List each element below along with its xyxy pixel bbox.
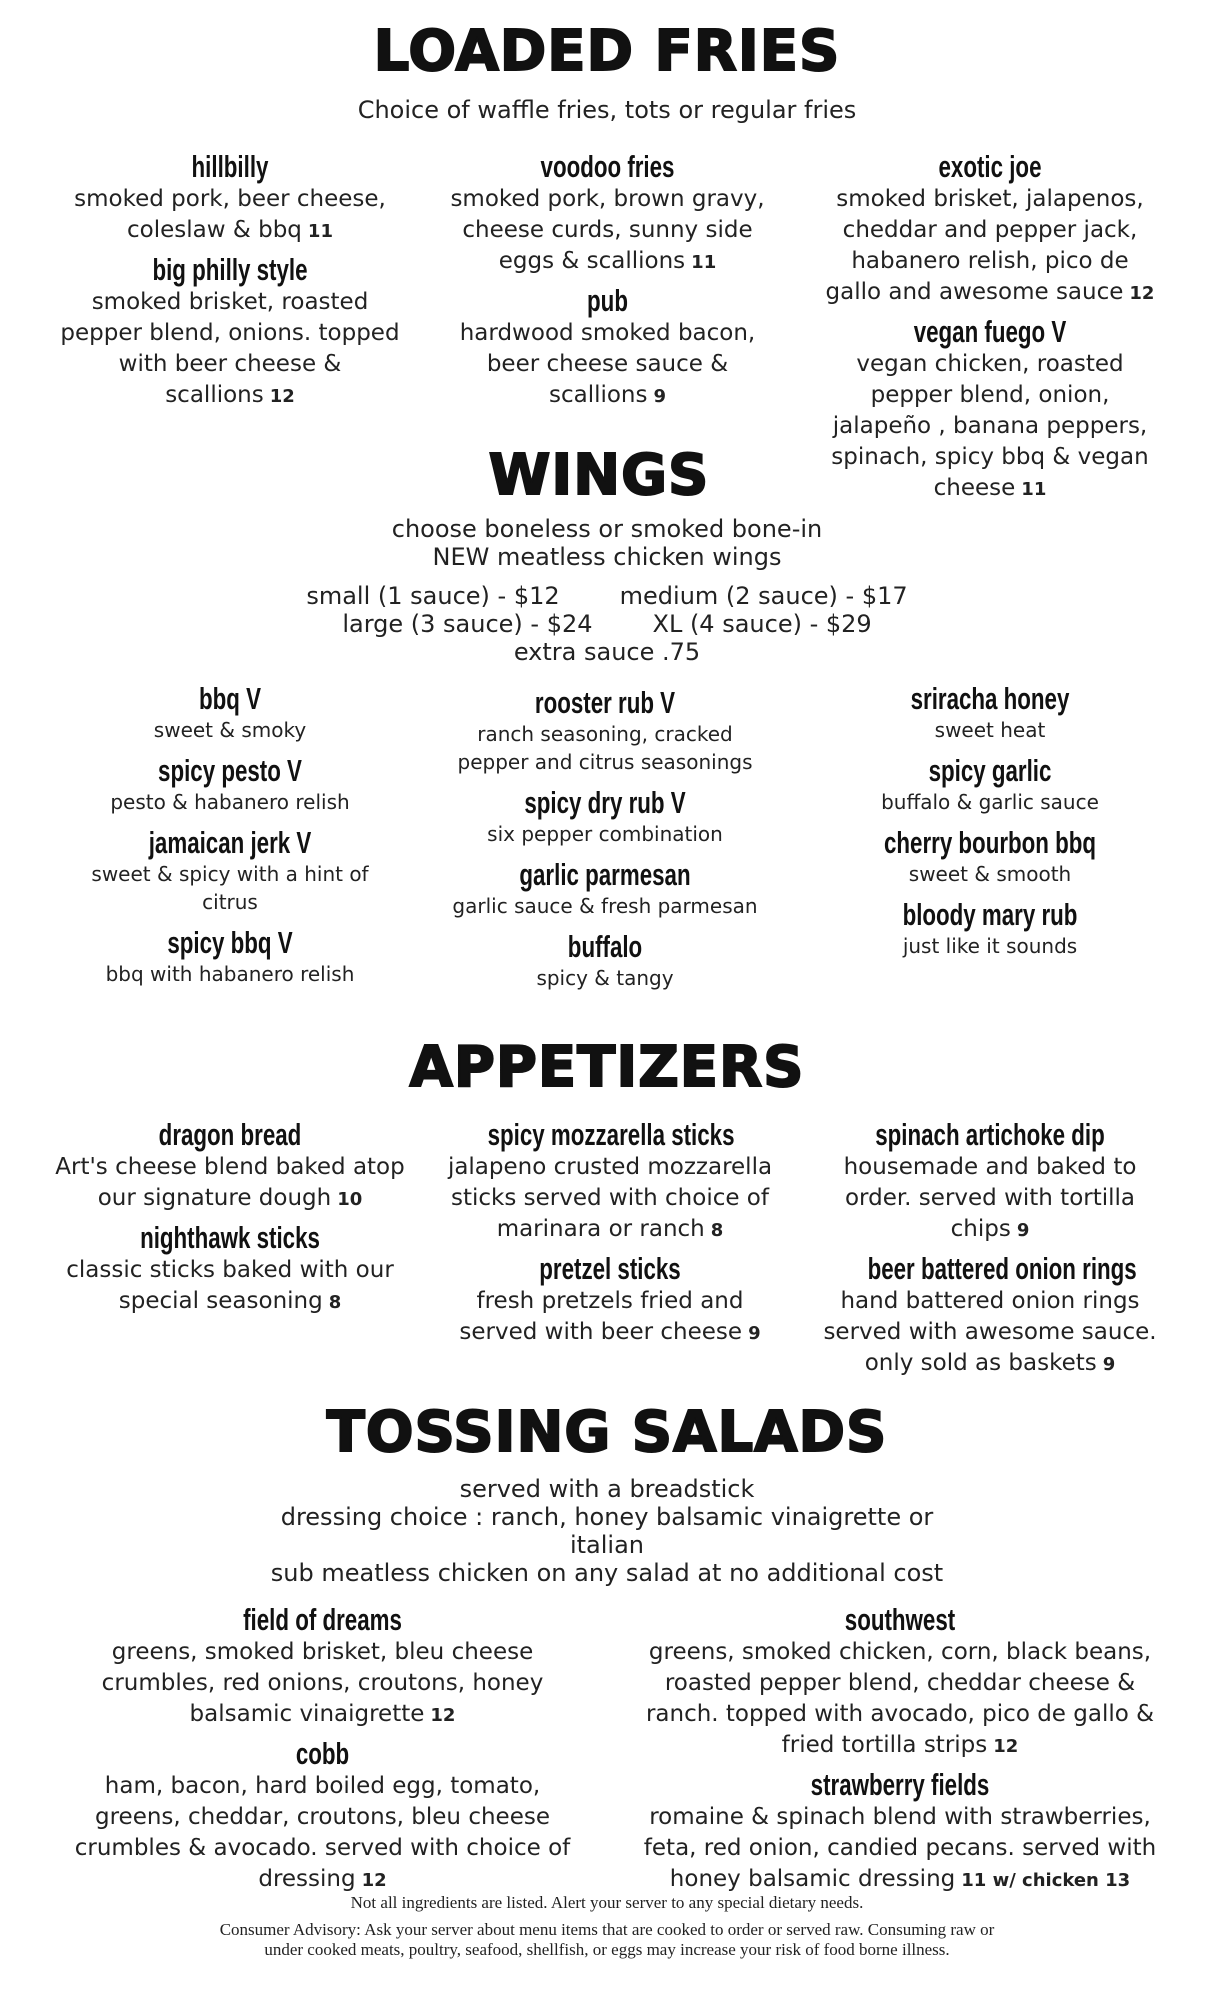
item-name: dragon bread	[158, 1117, 302, 1152]
salads-line-2: dressing choice : ranch, honey balsamic vinaigrette or	[280, 1503, 934, 1531]
menu-item	[55, 150, 405, 247]
item-desc: greens, smoked chicken, corn, black beans, roasted pepper blend, cheddar cheese & ranch. topped with avocado, pico de gallo & fried tortilla strips	[645, 1639, 1155, 1758]
sauce-item	[830, 898, 1150, 960]
salads-line-1: served with a breadstick	[459, 1475, 755, 1503]
sauce-desc: sweet & spicy with a hint of citrus	[91, 862, 369, 914]
item-name: pretzel sticks	[539, 1251, 681, 1286]
sauce-item	[70, 926, 390, 988]
sauce-name: buffalo	[567, 929, 643, 964]
item-name: exotic joe	[938, 149, 1042, 184]
item-price: 9	[1016, 1220, 1030, 1241]
loaded-fries-col-1	[55, 150, 405, 418]
sauce-desc: just like it sounds	[902, 934, 1078, 958]
item-desc: hand battered onion rings served with awesome sauce. only sold as baskets	[823, 1288, 1157, 1376]
sauce-name: cherry bourbon bbq	[883, 825, 1097, 860]
wings-title: WINGS	[488, 443, 710, 508]
wings-extra-sauce: extra sauce .75	[513, 638, 701, 666]
sauce-desc: spicy & tangy	[536, 966, 674, 990]
sauce-desc: garlic sauce & fresh parmesan	[452, 894, 758, 918]
appetizers-col-3	[820, 1118, 1160, 1386]
item-price: 9	[653, 386, 667, 407]
wings-sizes-row-1	[0, 582, 1214, 610]
sauce-name: garlic parmesan	[519, 857, 691, 892]
loaded-fries-title: LOADED FRIES	[373, 19, 841, 84]
menu-item	[60, 1737, 585, 1896]
sauce-desc: ranch seasoning, cracked pepper and citrus seasonings	[457, 722, 753, 774]
menu-item	[630, 1768, 1170, 1896]
item-name: strawberry fields	[810, 1767, 990, 1802]
wings-size-large: large (3 sauce) - $24	[342, 610, 593, 638]
footer-advisory-line-2: under cooked meats, poultry, seafood, shellfish, or eggs may increase your risk of food borne illness.	[264, 1940, 950, 1959]
sauce-desc: buffalo & garlic sauce	[881, 790, 1099, 814]
sauce-item	[70, 682, 390, 744]
item-price: 8	[328, 1292, 342, 1313]
menu-item	[630, 1603, 1170, 1762]
item-price: 9	[1102, 1354, 1116, 1375]
item-price: 9	[748, 1323, 761, 1344]
salads-col-1	[60, 1603, 585, 1902]
item-desc: vegan chicken, roasted pepper blend, onion, jalapeño , banana peppers, spinach, spicy bbq & vegan cheese	[831, 351, 1149, 501]
wings-col-2	[445, 686, 765, 1002]
item-price: 11	[307, 221, 333, 242]
menu-item	[55, 253, 405, 412]
wings-size-medium: medium (2 sauce) - $17	[619, 582, 908, 610]
item-name: big philly style	[152, 252, 308, 287]
sauce-name: spicy dry rub V	[524, 785, 686, 820]
sauce-item	[445, 858, 765, 920]
sauce-item	[445, 930, 765, 992]
menu-item	[440, 1118, 780, 1246]
item-price: 12	[361, 1870, 387, 1891]
item-desc: romaine & spinach blend with strawberries, feta, red onion, candied pecans. served with honey balsamic dressing	[643, 1804, 1157, 1892]
footer-advisory-line-1: Consumer Advisory: Ask your server about menu items that are cooked to order or served raw. Consuming raw or	[219, 1920, 995, 1939]
menu-item	[440, 1252, 780, 1349]
menu-item	[435, 150, 780, 278]
item-desc: smoked brisket, roasted pepper blend, onions. topped with beer cheese & scallions	[60, 289, 400, 408]
appetizers-col-2	[440, 1118, 780, 1355]
sauce-name: spicy bbq V	[167, 925, 293, 960]
sauce-desc: bbq with habanero relish	[105, 962, 355, 986]
sauce-name: jamaican jerk V	[148, 825, 312, 860]
sauce-item	[70, 754, 390, 816]
sauce-name: rooster rub V	[534, 685, 676, 720]
loaded-fries-subtitle: Choice of waffle fries, tots or regular fries	[357, 96, 857, 124]
sauce-item	[830, 826, 1150, 888]
item-desc: jalapeno crusted mozzarella sticks served with choice of marinara or ranch	[447, 1154, 773, 1242]
item-desc: smoked pork, beer cheese, coleslaw & bbq	[74, 186, 386, 243]
item-name: cobb	[295, 1736, 350, 1771]
wings-line-1: choose boneless or smoked bone-in	[391, 515, 823, 543]
sauce-item	[445, 686, 765, 776]
sauce-name: bloody mary rub	[902, 897, 1078, 932]
item-name: beer battered onion rings	[867, 1251, 1137, 1286]
sauce-desc: sweet & smoky	[153, 718, 307, 742]
sauce-item	[830, 754, 1150, 816]
item-desc: fresh pretzels fried and served with beer cheese	[459, 1288, 744, 1345]
item-price: 10	[337, 1189, 363, 1210]
item-name: hillbilly	[191, 149, 269, 184]
sauce-name: spicy garlic	[928, 753, 1052, 788]
menu-item	[435, 284, 780, 412]
footer-allergy-note: Not all ingredients are listed. Alert your server to any special dietary needs.	[350, 1893, 864, 1912]
wings-size-small: small (1 sauce) - $12	[306, 582, 560, 610]
wings-line-2: NEW meatless chicken wings	[432, 543, 782, 571]
item-name: pub	[587, 283, 628, 318]
sauce-item	[445, 786, 765, 848]
salads-line-4: sub meatless chicken on any salad at no additional cost	[270, 1559, 944, 1587]
appetizers-title: APPETIZERS	[409, 1035, 805, 1100]
item-desc: greens, smoked brisket, bleu cheese crumbles, red onions, croutons, honey balsamic vinaigrette	[101, 1639, 544, 1727]
item-desc: ham, bacon, hard boiled egg, tomato, greens, cheddar, croutons, bleu cheese crumbles & avocado. served with choice of dressing	[74, 1773, 571, 1892]
menu-item	[55, 1221, 405, 1318]
item-price: 8	[710, 1220, 724, 1241]
item-desc: Art's cheese blend baked atop our signature dough	[55, 1154, 405, 1211]
item-desc: smoked brisket, jalapenos, cheddar and pepper jack, habanero relish, pico de gallo and awesome sauce	[825, 186, 1144, 305]
item-price: 12	[430, 1705, 456, 1726]
sauce-item	[830, 682, 1150, 744]
item-price: 12	[993, 1736, 1019, 1757]
salads-line-3: italian	[569, 1531, 645, 1559]
sauce-desc: sweet heat	[934, 718, 1046, 742]
sauce-name: spicy pesto V	[158, 753, 302, 788]
item-price: 11	[1021, 479, 1047, 500]
sauce-item	[70, 826, 390, 916]
sauce-desc: pesto & habanero relish	[110, 790, 350, 814]
item-desc: smoked pork, brown gravy, cheese curds, sunny side eggs & scallions	[450, 186, 765, 274]
loaded-fries-col-2	[435, 150, 780, 418]
salads-title: TOSSING SALADS	[326, 1400, 888, 1465]
salads-col-2	[630, 1603, 1170, 1902]
menu-item	[55, 1118, 405, 1215]
item-name: spinach artichoke dip	[875, 1117, 1105, 1152]
wings-col-1	[70, 682, 390, 998]
item-name: vegan fuego V	[913, 314, 1067, 349]
sauce-name: sriracha honey	[910, 681, 1070, 716]
wings-col-3	[830, 682, 1150, 970]
item-name: voodoo fries	[540, 149, 675, 184]
item-price: 12	[269, 386, 295, 407]
item-price: 12	[1129, 283, 1155, 304]
item-name: southwest	[844, 1602, 956, 1637]
menu-item	[820, 1252, 1160, 1380]
item-price: 11	[691, 252, 717, 273]
menu-item	[820, 1118, 1160, 1246]
item-name: spicy mozzarella sticks	[487, 1117, 735, 1152]
item-desc: housemade and baked to order. served with tortilla chips	[843, 1154, 1137, 1242]
item-price: 11 w/ chicken 13	[961, 1870, 1131, 1891]
menu-item	[820, 150, 1160, 309]
appetizers-col-1	[55, 1118, 405, 1324]
item-name: field of dreams	[243, 1602, 402, 1637]
menu-item	[60, 1603, 585, 1731]
sauce-desc: sweet & smooth	[908, 862, 1072, 886]
item-name: nighthawk sticks	[140, 1220, 320, 1255]
sauce-desc: six pepper combination	[487, 822, 723, 846]
item-desc: classic sticks baked with our special seasoning	[66, 1257, 394, 1314]
sauce-name: bbq V	[198, 681, 261, 716]
wings-sizes-row-2	[0, 610, 1214, 638]
item-desc: hardwood smoked bacon, beer cheese sauce & scallions	[459, 320, 756, 408]
wings-size-xl: XL (4 sauce) - $29	[652, 610, 872, 638]
